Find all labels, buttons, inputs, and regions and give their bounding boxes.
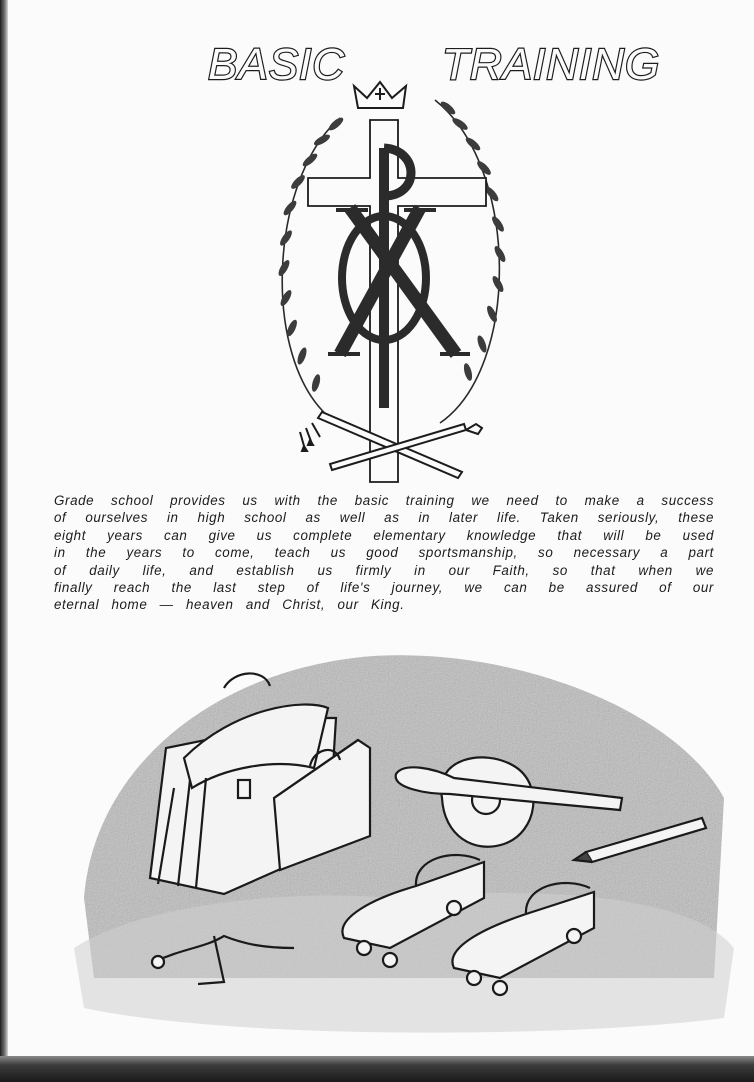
paragraph-line: eternal home — heaven and Christ, our King.	[54, 597, 405, 613]
paragraph-line: of ourselves in high school as well as in later life. Taken seriously, these	[54, 510, 714, 526]
intro-paragraph	[54, 492, 714, 614]
paragraph-line: eight years can give us complete elementary knowledge that will be used	[54, 527, 714, 543]
yearbook-page	[8, 0, 754, 1056]
emblem-illustration	[270, 78, 530, 490]
paragraph-line: Grade school provides us with the basic training we need to make a success	[54, 493, 714, 508]
paragraph-line: of daily life, and establish us firmly in our Faith, so that when we	[54, 562, 714, 578]
book-spine	[0, 0, 8, 1082]
paragraph-line: in the years to come, teach us good sportsmanship, so necessary a part	[54, 545, 714, 561]
heading-basic: BASIC	[208, 40, 346, 89]
paragraph-line: finally reach the last step of life's journey, we can be assured of our	[54, 580, 714, 596]
crown-icon	[354, 82, 406, 108]
heading-training: TRAINING	[442, 40, 661, 89]
baseball-glove-icon	[441, 757, 533, 846]
still-life-illustration	[74, 648, 734, 1038]
page-bottom-edge	[0, 1056, 754, 1082]
